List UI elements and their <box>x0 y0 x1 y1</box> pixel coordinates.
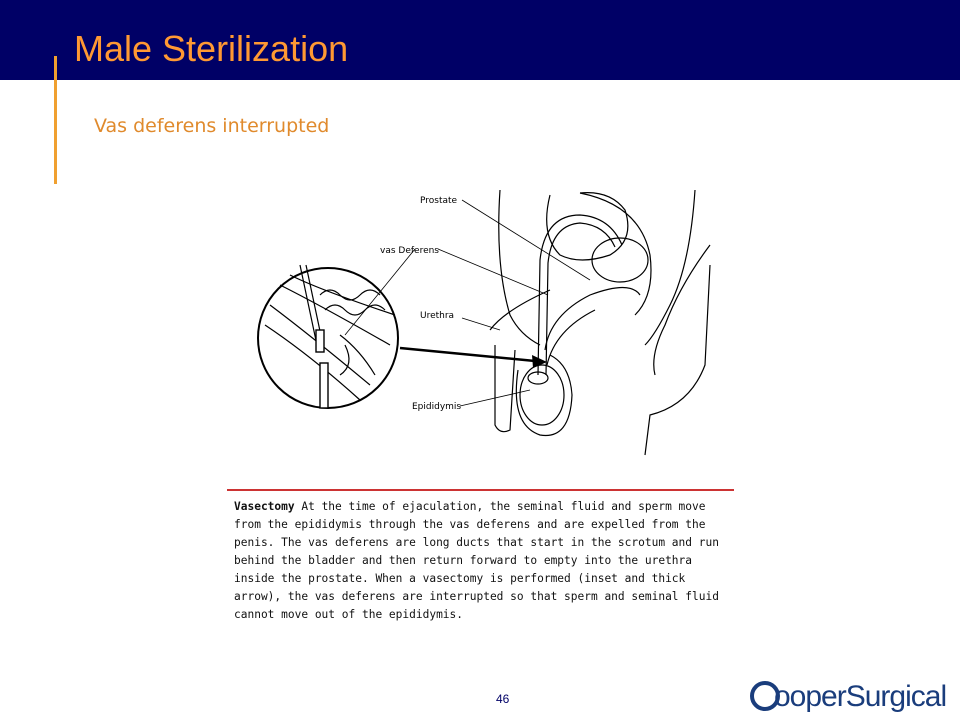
page-number: 46 <box>496 692 510 706</box>
vasectomy-diagram <box>250 185 720 475</box>
label-urethra: Urethra <box>420 311 455 321</box>
label-prostate: Prostate <box>420 196 458 206</box>
slide-title: Male Sterilization <box>74 28 349 69</box>
caption <box>234 498 734 624</box>
caption-rule <box>227 489 734 491</box>
label-vas-deferens: vas Deferens <box>380 246 439 256</box>
slide-subtitle: Vas deferens interrupted <box>94 115 330 137</box>
label-epididymis: Epididymis <box>412 402 462 412</box>
svg-text:ooperSurgical: ooperSurgical <box>774 680 947 713</box>
coopersurgical-logo <box>748 676 950 716</box>
accent-line <box>54 56 57 184</box>
caption-lead: Vasectomy <box>234 500 295 513</box>
caption-body: At the time of ejaculation, the seminal fluid and sperm move from the epididymis through the vas deferens and are expelled from the penis. The vas deferens are long ducts that start in the scrotum and run behind the bladder and then return forward to empty into the urethra inside the prostate. When a vasectomy is performed (inset and thick arrow), the vas deferens are interrupted so that sperm and seminal fluid cannot move out of the epididymis. <box>234 500 719 621</box>
